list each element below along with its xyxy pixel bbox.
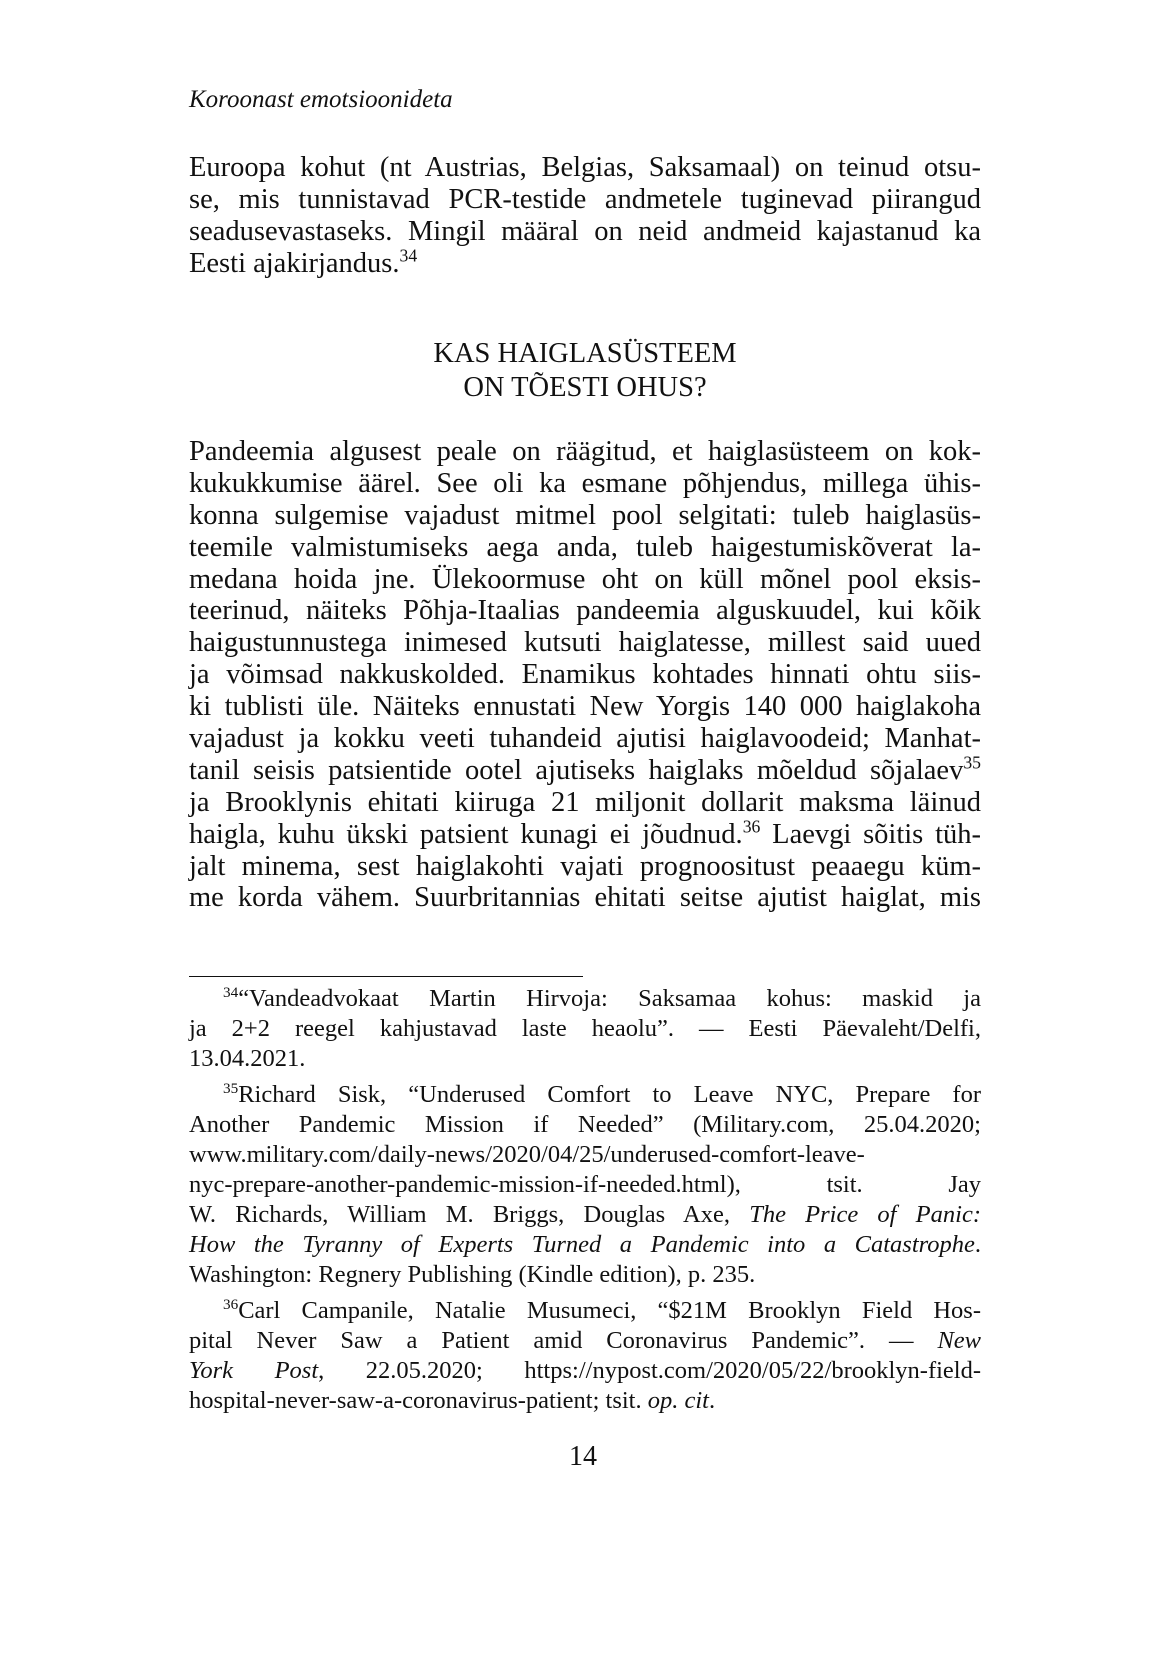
footnote-ref-35[interactable]: 35 (963, 752, 981, 773)
link-text[interactable]: hospital-never-saw-a-coronavirus-patient; tsit. (189, 1387, 648, 1414)
footnote-36 (189, 1296, 981, 1416)
text-line: se, mis tunnistavad PCR-testide andmetele tuginevad piirangud (189, 183, 981, 215)
text-line (189, 984, 981, 1014)
footnote-number: 34 (223, 983, 239, 1001)
text-fragment: . (708, 1387, 716, 1414)
section-heading (189, 337, 981, 405)
text-line (189, 1080, 981, 1110)
footnote-34 (189, 984, 981, 1074)
text-line: kukukkumise äärel. See oli ka esmane põhjendus, millega ühis- (189, 467, 981, 499)
text-line (189, 1386, 981, 1416)
footnote-35 (189, 1080, 981, 1290)
text-line (189, 1296, 981, 1326)
text-line: jalt minema, sest haiglakohti vajati prognoositust peaaegu küm- (189, 850, 981, 882)
text-line: Euroopa kohut (nt Austrias, Belgias, Saksamaal) on teinud otsu- (189, 152, 981, 183)
text-line: medana hoida jne. Ülekoormuse oht on küll mõnel pool eksis- (189, 563, 981, 595)
text-line: Another Pandemic Mission if Needed” (Military.com, 25.04.2020; (189, 1111, 981, 1138)
text-line: teerinud, näiteks Põhja-Itaalias pandeemia alguskuudel, kui kõik (189, 595, 981, 627)
book-title: How the Tyranny of Experts Turned a Pandemic into a Catastrophe (189, 1231, 975, 1258)
text-fragment: tanil seisis patsientide ootel ajutiseks haiglaks mõeldud sõjalaev (189, 754, 964, 786)
text-line (189, 1230, 981, 1260)
text-line (189, 245, 981, 280)
text-fragment: Richard Sisk, “Underused Comfort to Leave NYC, Prepare for (238, 1081, 981, 1108)
text-line: 13.04.2021. (189, 1045, 306, 1072)
text-line (189, 752, 981, 787)
publication-title: York Post (189, 1357, 319, 1384)
text-line: ja Brooklynis ehitati kiiruga 21 miljonit dollarit maksma läinud (189, 786, 981, 818)
section-heading-line-1: KAS HAIGLASÜSTEEM (433, 338, 737, 369)
footnotes (189, 984, 981, 1422)
section-heading-line-2: ON TÕESTI OHUS? (463, 372, 707, 403)
footnote-number: 36 (223, 1295, 239, 1313)
text-fragment: W. Richards, William M. Briggs, Douglas Axe, (189, 1201, 750, 1228)
text-fragment: Laevgi sõitis tüh- (772, 818, 981, 850)
text-line: vajadust ja kokku veeti tuhandeid ajutisi haiglavoodeid; Manhat- (189, 723, 981, 755)
text-fragment: Eesti ajakirjandus. (189, 247, 400, 279)
footnote-divider (189, 976, 583, 977)
page-number: 14 (569, 1441, 597, 1472)
text-line: seadusevastaseks. Mingil määral on neid andmeid kajastanud ka (189, 215, 981, 247)
text-line (189, 816, 981, 851)
text-fragment: haigla, kuhu ükski patsient kunagi ei jõudnud. (189, 818, 743, 850)
text-line: Washington: Regnery Publishing (Kindle edition), p. 235. (189, 1261, 756, 1288)
paragraph-intro (189, 152, 981, 280)
footnote-ref-34[interactable]: 34 (399, 245, 418, 266)
text-line: teemile valmistumiseks aega anda, tuleb haigestumiskõverat la- (189, 531, 981, 563)
text-line: me korda vähem. Suurbritannias ehitati seitse ajutist haiglat, mis (189, 882, 981, 914)
paragraph-hospital-system (189, 436, 981, 914)
text-line: ja võimsad nakkuskolded. Enamikus kohtades hinnati ohtu siis- (189, 659, 981, 691)
text-line: nyc-prepare-another-pandemic-mission-if-needed.html), tsit. Jay (189, 1171, 981, 1198)
running-head: Koroonast emotsioonideta (189, 86, 453, 113)
text-line: konna sulgemise vajadust mitmel pool selgitati: tuleb haiglasüs- (189, 499, 981, 531)
link-text[interactable]: , 22.05.2020; https://nypost.com/2020/05/22/brooklyn-field- (318, 1357, 981, 1384)
text-line (189, 1326, 981, 1356)
text-line: haigustunnustega inimesed kutsuti haiglatesse, millest said uued (189, 627, 981, 659)
text-fragment: Carl Campanile, Natalie Musumeci, “$21M Brooklyn Field Hos- (238, 1297, 981, 1324)
text-line: ki tublisti üle. Näiteks ennustati New Yorgis 140 000 haiglakoha (189, 691, 981, 723)
text-line: ja 2+2 reegel kahjustavad laste heaolu”. — Eesti Päevaleht/Delfi, (189, 1015, 981, 1042)
citation-abbrev: op. cit (647, 1387, 709, 1414)
text-fragment: “Vandeadvokaat Martin Hirvoja: Saksamaa kohus: maskid ja (238, 985, 981, 1012)
text-line (189, 1200, 981, 1230)
footnote-ref-36[interactable]: 36 (742, 816, 761, 837)
publication-title: New (937, 1327, 981, 1354)
link-text[interactable]: www.military.com/daily-news/2020/04/25/underused-comfort-leave- (189, 1141, 865, 1168)
text-fragment: . (974, 1231, 981, 1258)
text-line (189, 1356, 981, 1386)
book-title: The Price of Panic: (749, 1201, 981, 1228)
text-line: Pandeemia algusest peale on räägitud, et haiglasüsteem on kok- (189, 436, 981, 467)
text-fragment: pital Never Saw a Patient amid Coronavirus Pandemic”. — (189, 1327, 938, 1354)
footnote-number: 35 (223, 1079, 239, 1097)
